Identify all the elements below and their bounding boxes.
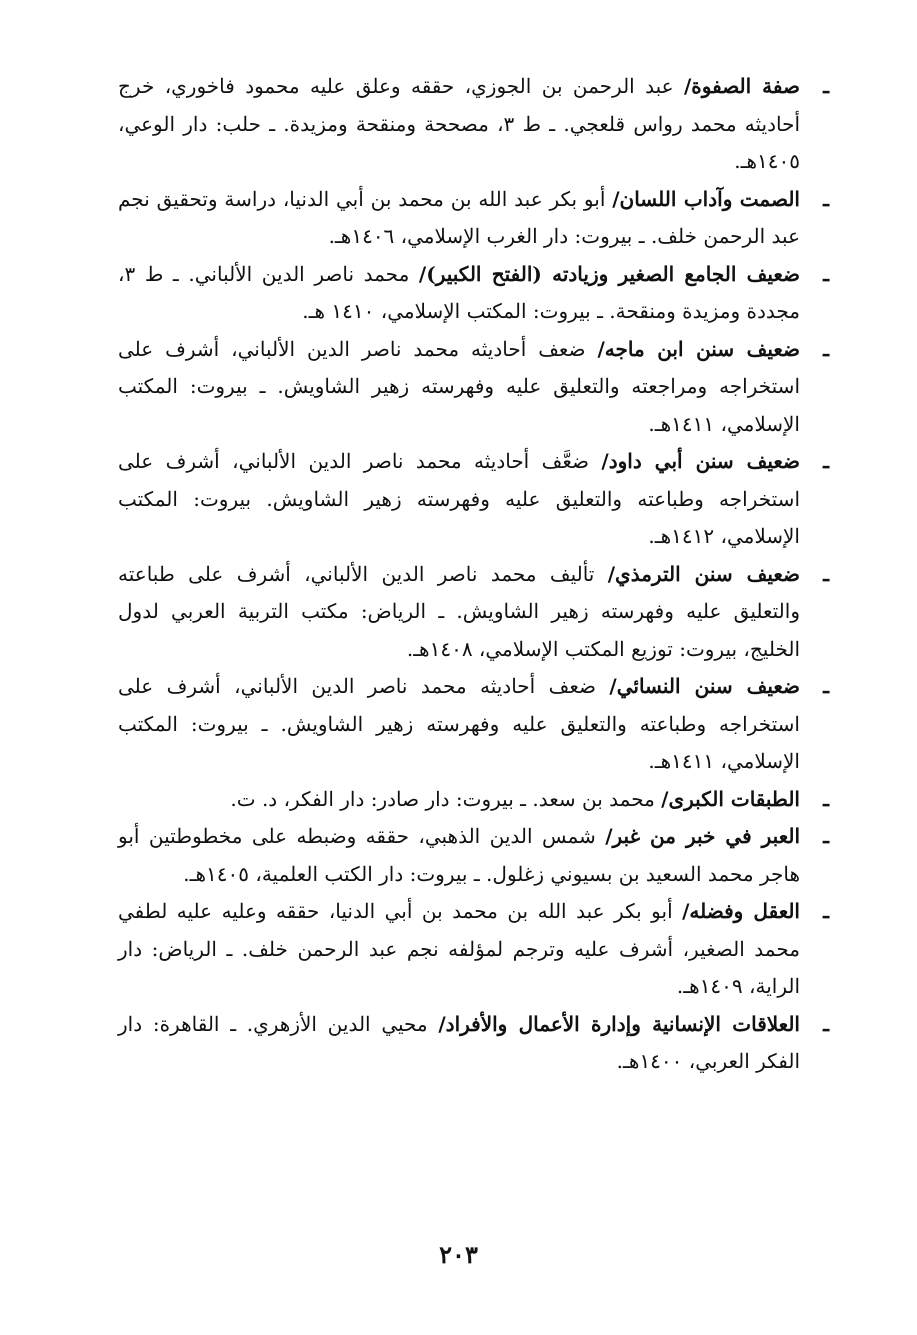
entry-text: محمد ناصر الدين الألباني. ـ ط ٣، مجددة ومزيدة ومنقحة. ـ بيروت: المكتب الإسلامي، ١٤١٠ هـ. (118, 261, 800, 323)
entry-dash: ـ (823, 74, 829, 98)
entry-text: ضعف أحاديثه محمد ناصر الدين الألباني، أشرف على استخراجه وطباعته والتعليق عليه وفهرسته زهير الشاويش. ـ بيروت: المكتب الإسلامي، ١٤١١هـ. (118, 674, 800, 773)
bibliography-entry (118, 668, 836, 781)
entry-text: محمد بن سعد. ـ بيروت: دار صادر: دار الفكر، د. ت. (230, 786, 662, 811)
bibliography-entry (118, 818, 836, 893)
entry-title: ضعيف سنن ابن ماجه/ (597, 336, 800, 361)
bibliography-entry (118, 893, 836, 1006)
page-number: ٢٠٣ (439, 1240, 478, 1269)
entry-text: عبد الرحمن بن الجوزي، حققه وعلق عليه محمود فاخوري، خرج أحاديثه محمد رواس قلعجي. ـ ط ٣، مصححة ومنقحة ومزيدة. ـ حلب: دار الوعي، ١٤٠٥هـ. (118, 74, 801, 173)
entry-text: أبو بكر عبد الله بن محمد بن أبي الدنيا، دراسة وتحقيق نجم عبد الرحمن خلف. ـ بيروت: دار الغرب الإسلامي، ١٤٠٦هـ. (118, 186, 800, 248)
entry-dash: ـ (823, 561, 829, 586)
entry-dash: ـ (823, 186, 829, 211)
bibliography-entry (118, 556, 836, 669)
bibliography-entry (118, 1006, 836, 1081)
entry-text: تأليف محمد ناصر الدين الألباني، أشرف على طباعته والتعليق عليه وفهرسته زهير الشاويش. ـ الرياض: مكتب التربية العربي لدول الخليج، بيروت: توزيع المكتب الإسلامي، ١٤٠٨هـ. (118, 561, 800, 661)
entry-dash: ـ (823, 899, 829, 923)
entry-text: أبو بكر عبد الله بن محمد بن أبي الدنيا، حققه وعليه عليه لطفي محمد الصغير، أشرف عليه وترجم لمؤلفه نجم عبد الرحمن خلف. ـ الرياض: دار الراية، ١٤٠٩هـ. (118, 899, 800, 998)
entry-title: الطبقات الكبرى/ (661, 786, 800, 811)
entry-text: شمس الدين الذهبي، حققه وضبطه على مخطوطتين أبو هاجر محمد السعيد بن بسيوني زغلول. ـ بيروت: دار الكتب العلمية، ١٤٠٥هـ. (118, 824, 800, 886)
entry-title: ضعيف الجامع الصغير وزيادته (الفتح الكبير)/ (418, 261, 801, 286)
entry-text: محيي الدين الأزهري. ـ القاهرة: دار الفكر العربي، ١٤٠٠هـ. (118, 1011, 800, 1073)
entry-title: ضعيف سنن النسائي/ (609, 674, 800, 698)
entry-dash: ـ (823, 261, 829, 286)
entry-title: ضعيف سنن الترمذي/ (607, 561, 800, 586)
entry-dash: ـ (823, 786, 829, 811)
entry-title: العبر في خبر من غبر/ (605, 824, 801, 848)
bibliography-entry (118, 781, 836, 819)
bibliography-entry (118, 443, 836, 556)
entry-title: العلاقات الإنسانية وإدارة الأعمال والأفراد/ (438, 1011, 800, 1036)
entry-dash: ـ (823, 824, 829, 848)
entry-text: ضعَّف أحاديثه محمد ناصر الدين الألباني، أشرف على استخراجه وطباعته والتعليق عليه وفهرسته زهير الشاويش. بيروت: المكتب الإسلامي، ١٤١٢هـ. (118, 449, 800, 548)
bibliography-list (118, 68, 836, 1081)
entry-title: صفة الصفوة/ (683, 74, 801, 98)
entry-title: الصمت وآداب اللسان/ (612, 186, 800, 211)
entry-dash: ـ (823, 1011, 829, 1036)
bibliography-entry (118, 331, 836, 444)
bibliography-entry (118, 68, 836, 181)
entry-dash: ـ (823, 449, 829, 473)
entry-text: ضعف أحاديثه محمد ناصر الدين الألباني، أشرف على استخراجه ومراجعته والتعليق عليه وفهرسته زهير الشاويش. ـ بيروت: المكتب الإسلامي، ١٤١١هـ. (118, 336, 800, 436)
bibliography-entry (118, 181, 836, 256)
entry-title: العقل وفضله/ (682, 899, 800, 923)
entry-dash: ـ (823, 336, 829, 361)
bibliography-entry (118, 256, 836, 331)
entry-dash: ـ (823, 674, 829, 698)
entry-title: ضعيف سنن أبي داود/ (601, 449, 801, 473)
